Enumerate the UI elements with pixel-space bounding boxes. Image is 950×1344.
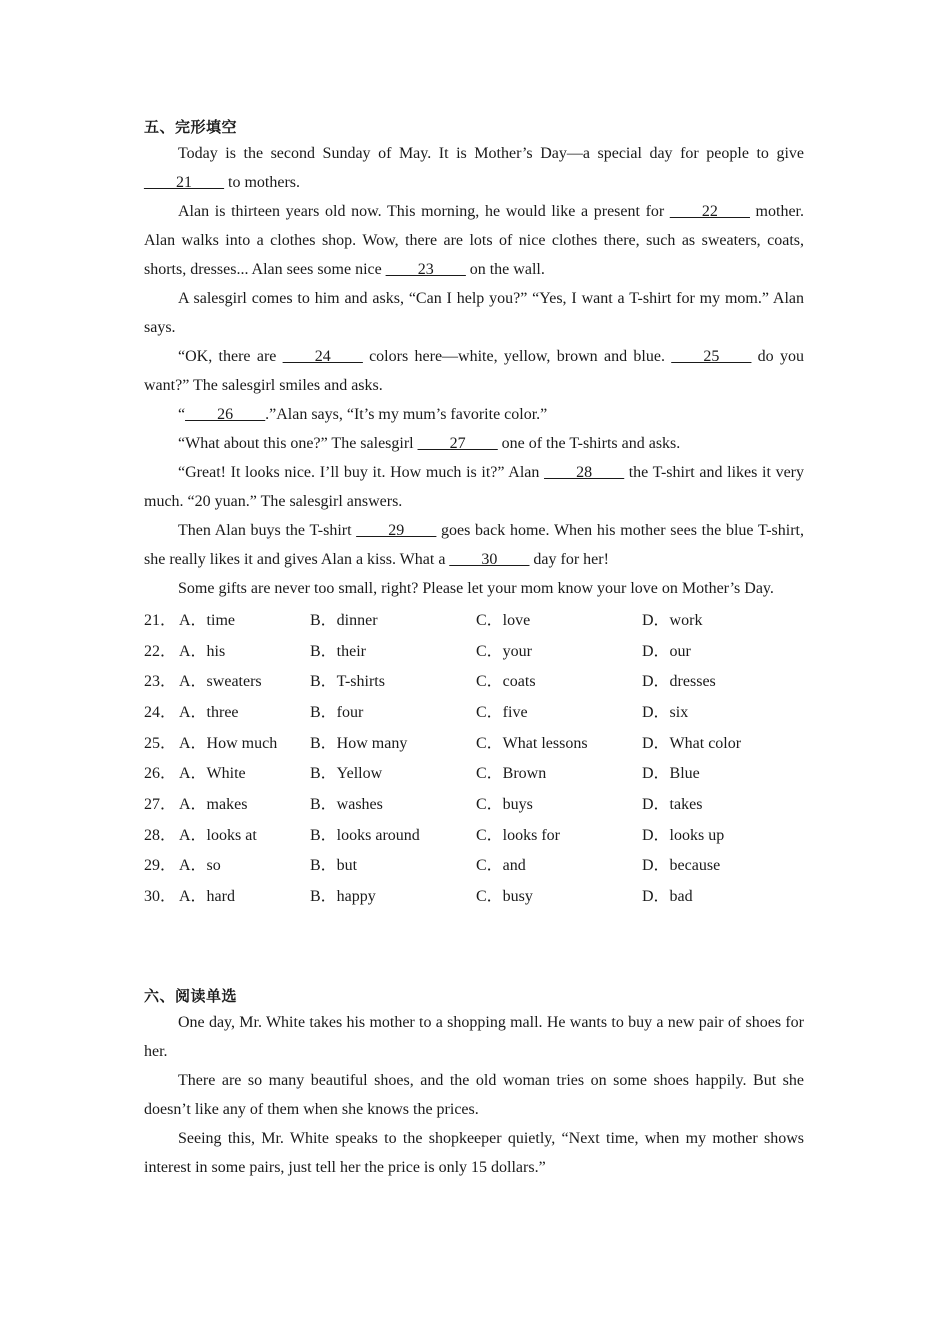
blank-25: ____25____ [671, 348, 752, 365]
option-b: B．looks around [310, 826, 420, 844]
option-b: B．washes [310, 795, 383, 813]
blank-21: ____21____ [144, 174, 224, 191]
reading-paragraph-3: Seeing this, Mr. White speaks to the shopkeeper quietly, “Next time, when my mother shows interest in some pairs, just tell her the price is only 15 dollars.” [144, 1130, 804, 1176]
blank-22: ____22____ [669, 203, 750, 220]
option-c: C．looks for [476, 826, 561, 844]
option-d: D．work [642, 611, 703, 629]
option-row [144, 879, 824, 910]
option-d: D．bad [642, 888, 693, 906]
question-number: 25． [144, 734, 177, 752]
cloze-paragraph-2: Alan is thirteen years old now. This morning, he would like a present for ____22____ mother. Alan walks into a clothes shop. Wow, there are lots of nice clothes there, such as sweaters, coats, shorts, dresses... Alan sees some nice ____23____ on the wall. [144, 203, 804, 278]
question-number: 27． [144, 795, 177, 813]
section-6-title: 六、阅读单选 [144, 987, 238, 1005]
option-row [144, 664, 824, 695]
option-b: B．T-shirts [310, 673, 385, 691]
option-d: D．What color [642, 734, 742, 752]
option-c: C．five [476, 703, 528, 721]
option-a: A．three [179, 703, 239, 721]
cloze-paragraph-9: Some gifts are never too small, right? Please let your mom know your love on Mother’s Day. [178, 580, 774, 597]
option-b: B．happy [310, 888, 376, 906]
blank-23: ____23____ [385, 261, 466, 278]
option-a: A．sweaters [179, 673, 262, 691]
option-a: A．hard [179, 888, 235, 906]
question-number: 22． [144, 642, 177, 660]
option-b: B．Yellow [310, 765, 383, 783]
option-row [144, 726, 824, 757]
option-row [144, 818, 824, 849]
option-a: A．time [179, 611, 235, 629]
blank-26: ____26____ [185, 406, 266, 423]
question-number: 29． [144, 857, 177, 875]
answer-options [144, 603, 824, 910]
cloze-paragraph-5: “____26____.”Alan says, “It’s my mum’s favorite color.” [178, 406, 548, 423]
reading-paragraph-2: There are so many beautiful shoes, and the old woman tries on some shoes happily. But she doesn’t like any of them when she knows the prices. [144, 1072, 804, 1118]
option-c: C．Brown [476, 765, 547, 783]
option-a: A．looks at [179, 826, 257, 844]
option-row [144, 634, 824, 665]
option-a: A．How much [179, 734, 278, 752]
option-d: D．dresses [642, 673, 716, 691]
option-row [144, 787, 824, 818]
cloze-paragraph-3: A salesgirl comes to him and asks, “Can I help you?” “Yes, I want a T-shirt for my mom.” Alan says. [144, 290, 804, 336]
option-d: D．looks up [642, 826, 725, 844]
question-number: 23． [144, 673, 177, 691]
option-c: C．and [476, 857, 526, 875]
option-b: B．four [310, 703, 364, 721]
option-d: D．takes [642, 795, 703, 813]
option-b: B．dinner [310, 611, 378, 629]
option-b: B．How many [310, 734, 408, 752]
option-row [144, 695, 824, 726]
blank-29: ____29____ [356, 522, 437, 539]
option-c: C．love [476, 611, 531, 629]
question-number: 24． [144, 703, 177, 721]
option-a: A．so [179, 857, 221, 875]
question-number: 21． [144, 611, 177, 629]
cloze-paragraph-6: “What about this one?” The salesgirl ____27____ one of the T-shirts and asks. [178, 435, 681, 452]
option-row [144, 849, 824, 880]
blank-24: ____24____ [282, 348, 363, 365]
reading-paragraph-1: One day, Mr. White takes his mother to a shopping mall. He wants to buy a new pair of shoes for her. [144, 1014, 804, 1060]
blank-27: ____27____ [417, 435, 498, 452]
cloze-paragraph-4: “OK, there are ____24____ colors here—white, yellow, brown and blue. ____25____ do you want?” The salesgirl smiles and asks. [144, 348, 805, 394]
option-a: A．his [179, 642, 226, 660]
option-a: A．makes [179, 795, 248, 813]
option-c: C．What lessons [476, 734, 588, 752]
question-number: 28． [144, 826, 177, 844]
option-a: A．White [179, 765, 246, 783]
option-d: D．six [642, 703, 689, 721]
option-row [144, 756, 824, 787]
option-d: D．because [642, 857, 721, 875]
option-c: C．buys [476, 795, 533, 813]
cloze-paragraph-8: Then Alan buys the T-shirt ____29____ goes back home. When his mother sees the blue T-shirt, she really likes it and gives Alan a kiss. What a ____30____ day for her! [144, 522, 804, 568]
option-c: C．your [476, 642, 533, 660]
option-b: B．but [310, 857, 358, 875]
question-number: 30． [144, 888, 177, 906]
option-b: B．their [310, 642, 366, 660]
option-d: D．Blue [642, 765, 700, 783]
cloze-paragraph-1: Today is the second Sunday of May. It is Mother’s Day—a special day for people to give ____21____ to mothers. [144, 145, 804, 191]
blank-30: ____30____ [449, 551, 530, 568]
cloze-paragraph-7: “Great! It looks nice. I’ll buy it. How much is it?” Alan ____28____ the T-shirt and likes it very much. “20 yuan.” The salesgirl answers. [144, 464, 804, 510]
blank-28: ____28____ [544, 464, 625, 481]
option-c: C．coats [476, 673, 536, 691]
option-d: D．our [642, 642, 691, 660]
question-number: 26． [144, 765, 177, 783]
section-5-title: 五、完形填空 [144, 118, 238, 136]
option-c: C．busy [476, 888, 533, 906]
option-row [144, 603, 824, 634]
